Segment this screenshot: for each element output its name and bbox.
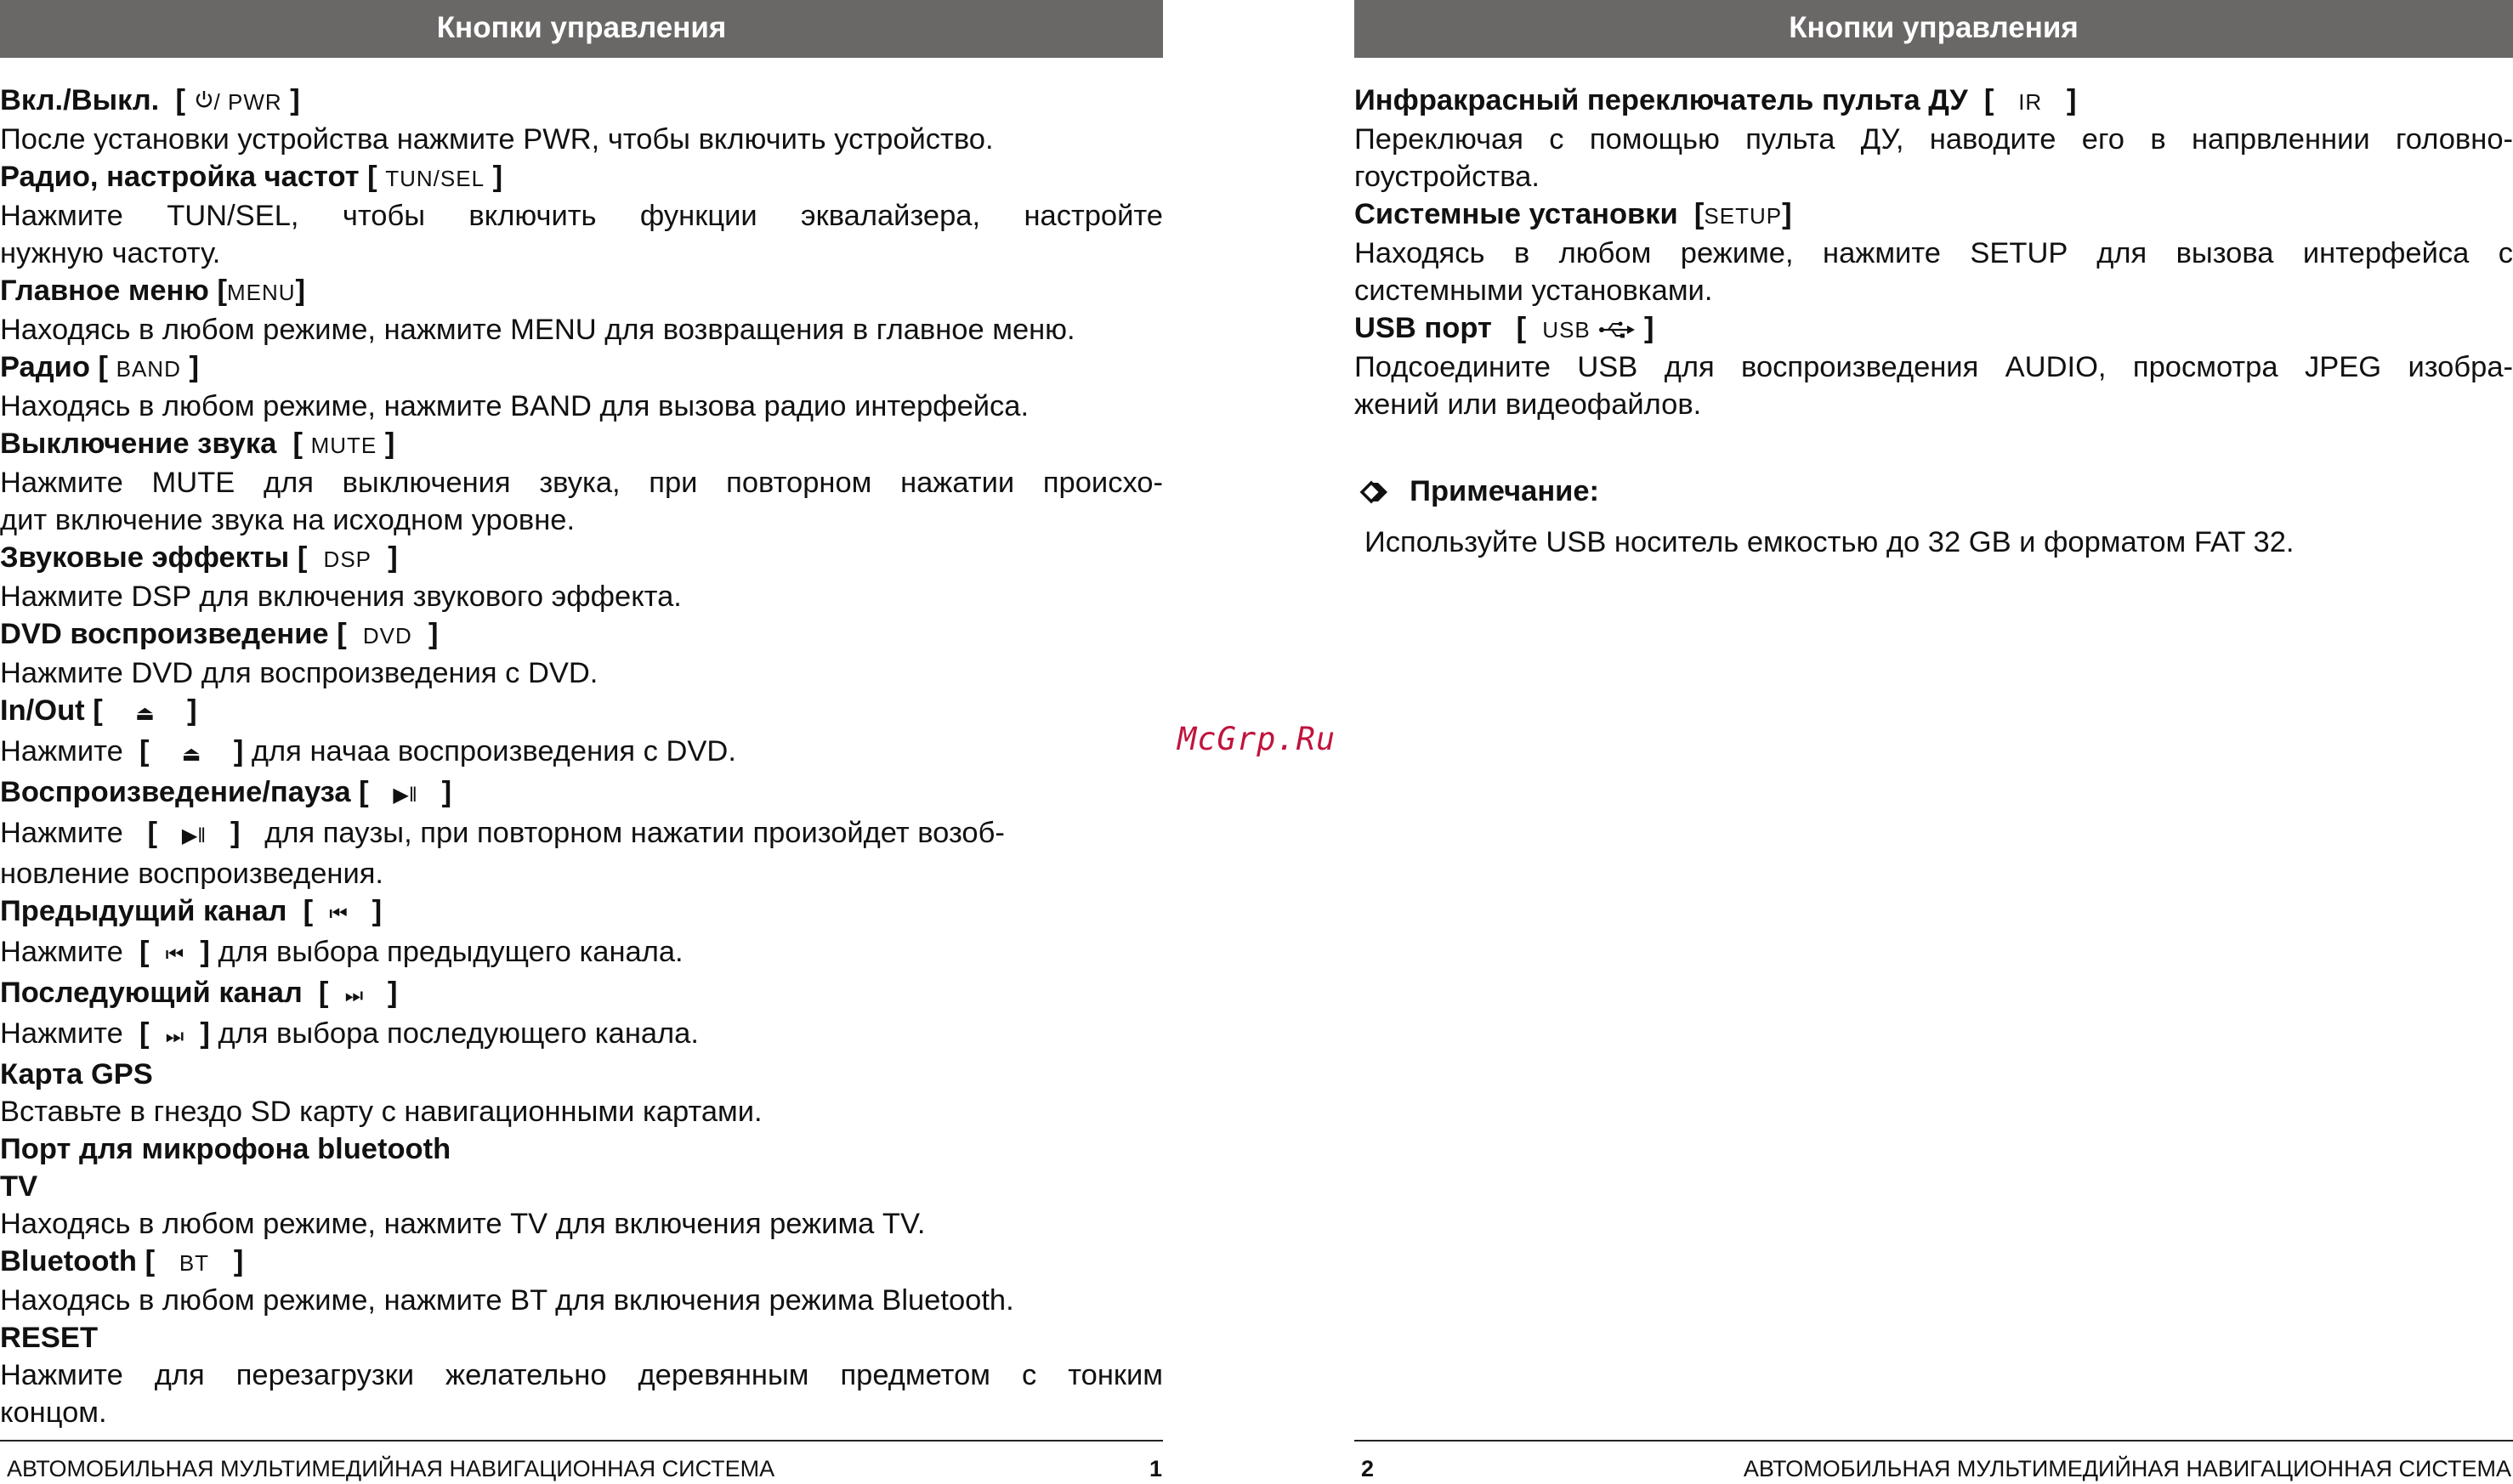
dsp-heading: Звуковые эффекты [ DSP ] <box>0 541 398 574</box>
play-title: Воспроизведение/пауза <box>0 776 351 808</box>
play-heading: Воспроизведение/пауза [ ▶ǁ ] <box>0 776 452 808</box>
header-title: Кнопки управления <box>1789 11 2079 44</box>
previous-icon: ⏮ <box>329 903 348 926</box>
band-description: Находясь в любом режиме, нажмите BAND для вызова радио интерфейса. <box>0 390 1030 422</box>
dvd-heading: DVD воспроизведение [ DVD ] <box>0 618 439 650</box>
reset-description-1: Нажмите для перезагрузки желательно деревянным предметом с тонким <box>0 1359 1163 1391</box>
page-number: 1 <box>1149 1456 1163 1481</box>
tun-title: Радио, настройка частот <box>0 161 360 193</box>
previous-icon: ⏮ <box>165 943 184 966</box>
menu-code: MENU <box>226 280 296 305</box>
eject-icon: ⏏ <box>181 743 201 766</box>
dvd-title: DVD воспроизведение <box>0 618 329 650</box>
prev-desc-text: для выбора предыдущего канала. <box>218 936 684 968</box>
press-word: Нажмите <box>0 735 123 767</box>
mute-code: MUTE <box>310 433 377 458</box>
gps-title: Карта GPS <box>0 1058 153 1090</box>
note-heading <box>1359 473 1599 510</box>
next-heading: Последующий канал [ ⏭ ] <box>0 977 398 1009</box>
play-pause-icon: ▶ǁ <box>393 784 417 807</box>
pwr-title: Вкл./Выкл. <box>0 84 160 116</box>
dvd-description: Нажмите DVD для воспроизведения с DVD. <box>0 657 598 689</box>
usb-code: USB <box>1542 317 1591 343</box>
menu-heading: Главное меню [MENU] <box>0 275 306 307</box>
controls-list <box>0 82 1163 1431</box>
usb-description-2: жений или видеофайлов. <box>1354 388 1702 421</box>
usb-icon <box>1598 320 1636 339</box>
ir-description-2: гоустройства. <box>1354 161 1540 193</box>
press-word: Нажмите <box>0 817 123 849</box>
prev-heading: Предыдущий канал [ ⏮ ] <box>0 895 383 927</box>
page-header <box>1354 0 2513 58</box>
mic-title: Порт для микрофона bluetooth <box>0 1133 451 1165</box>
band-title: Радио <box>0 351 90 383</box>
page-header <box>0 0 1163 58</box>
pwr-description: После установки устройства нажмите PWR, чтобы включить устройство. <box>0 123 994 156</box>
usb-title: USB порт <box>1354 312 1492 344</box>
note-title: Примечание: <box>1410 475 1600 507</box>
header-title: Кнопки управления <box>436 11 727 44</box>
footer-divider <box>0 1440 1163 1442</box>
menu-title: Главное меню <box>0 275 209 307</box>
gps-description: Вставьте в гнездо SD карту с навигационными картами. <box>0 1096 763 1128</box>
usb-description-1: Подсоедините USB для воспроизведения AUDIO, просмотра JPEG изобра- <box>1354 351 2513 383</box>
setup-heading: Системные установки [SETUP] <box>1354 198 1792 230</box>
press-word: Нажмите <box>0 936 123 968</box>
dvd-code: DVD <box>362 623 412 649</box>
mute-heading: Выключение звука [ MUTE ] <box>0 428 395 460</box>
tun-description-1: Нажмите TUN/SEL, чтобы включить функции эквалайзера, настройте <box>0 200 1163 232</box>
mute-description-2: дит включение звука на исходном уровне. <box>0 504 576 536</box>
setup-description-1: Находясь в любом режиме, нажмите SETUP для вызова интерфейса с <box>1354 237 2513 269</box>
pwr-heading: Вкл./Выкл. [ / PWR ] <box>0 84 300 116</box>
setup-title: Системные установки <box>1354 198 1678 230</box>
inout-description: Нажмите [ ⏏ ] для начаа воспроизведения с DVD. <box>0 735 736 767</box>
press-word: Нажмите <box>0 1017 123 1050</box>
setup-code: SETUP <box>1704 203 1783 229</box>
setup-description-2: системными установками. <box>1354 275 1713 307</box>
footer-divider <box>1354 1440 2513 1442</box>
prev-title: Предыдущий канал <box>0 895 287 927</box>
dsp-code: DSP <box>323 547 372 572</box>
next-description: Нажмите [ ⏭ ] для выбора последующего канала. <box>0 1017 699 1050</box>
play-description-1: Нажмите [ ▶ǁ ] для паузы, при повторном нажатии произойдет возоб- <box>0 817 1005 849</box>
tv-title: TV <box>0 1170 38 1203</box>
mute-title: Выключение звука <box>0 428 277 460</box>
ir-code: IR <box>2018 89 2043 115</box>
play-description-2: новление воспроизведения. <box>0 858 383 890</box>
prev-description: Нажмите [ ⏮ ] для выбора предыдущего канала. <box>0 936 684 968</box>
inout-title: In/Out <box>0 694 85 727</box>
usb-heading: USB порт [ USB ] <box>1354 312 1654 344</box>
dsp-description: Нажмите DSP для включения звукового эффекта. <box>0 581 682 613</box>
power-icon <box>194 89 214 111</box>
bt-heading: Bluetooth [ BT ] <box>0 1245 244 1277</box>
note-text: Используйте USB носитель емкостью до 32 GB и форматом FAT 32. <box>1364 526 2295 558</box>
inout-desc-text: для начаа воспроизведения с DVD. <box>251 735 736 767</box>
next-icon: ⏭ <box>165 1025 184 1048</box>
play-desc-text: для паузы, при повторном нажатии произойдет возоб- <box>264 817 1005 849</box>
menu-description: Находясь в любом режиме, нажмите MENU для возвращения в главное меню. <box>0 314 1075 346</box>
tun-code: TUN/SEL <box>385 166 485 191</box>
tun-description-2: нужную частоту. <box>0 237 221 269</box>
reset-description-2: концом. <box>0 1396 107 1429</box>
bt-code: BT <box>179 1250 210 1276</box>
dsp-title: Звуковые эффекты <box>0 541 290 574</box>
eject-icon: ⏏ <box>135 702 155 725</box>
ir-heading: Инфракрасный переключатель пульта ДУ [ IR ] <box>1354 84 2077 116</box>
bt-description: Находясь в любом режиме, нажмите BT для включения режима Bluetooth. <box>0 1284 1014 1317</box>
band-code: BAND <box>116 356 181 382</box>
mute-description-1: Нажмите MUTE для выключения звука, при повторном нажатии происхо- <box>0 467 1163 499</box>
footer-text: АВТОМОБИЛЬНАЯ МУЛЬТИМЕДИЙНАЯ НАВИГАЦИОННАЯ СИСТЕМА <box>1743 1456 2511 1481</box>
band-heading: Радио [ BAND ] <box>0 351 199 383</box>
page-number: 2 <box>1361 1456 1375 1481</box>
watermark: McGrp.Ru <box>1177 721 1336 757</box>
pwr-code: PWR <box>227 89 282 115</box>
next-icon: ⏭ <box>344 984 364 1007</box>
footer-text: АВТОМОБИЛЬНАЯ МУЛЬТИМЕДИЙНАЯ НАВИГАЦИОННАЯ СИСТЕМА <box>7 1456 775 1481</box>
ir-description-1: Переключая с помощью пульта ДУ, наводите его в напрвленнии головно- <box>1354 123 2513 156</box>
tun-heading: Радио, настройка частот [ TUN/SEL ] <box>0 161 503 193</box>
inout-heading: In/Out [ ⏏ ] <box>0 694 197 727</box>
reset-title: RESET <box>0 1322 99 1354</box>
bt-title: Bluetooth <box>0 1245 137 1277</box>
play-pause-icon: ▶ǁ <box>181 824 207 847</box>
tv-description: Находясь в любом режиме, нажмите TV для включения режима TV. <box>0 1208 926 1240</box>
controls-list <box>1354 82 2513 423</box>
next-title: Последующий канал <box>0 977 303 1009</box>
next-desc-text: для выбора последующего канала. <box>218 1017 699 1050</box>
note-diamond-icon <box>1359 479 1393 505</box>
ir-title: Инфракрасный переключатель пульта ДУ <box>1354 84 1968 116</box>
